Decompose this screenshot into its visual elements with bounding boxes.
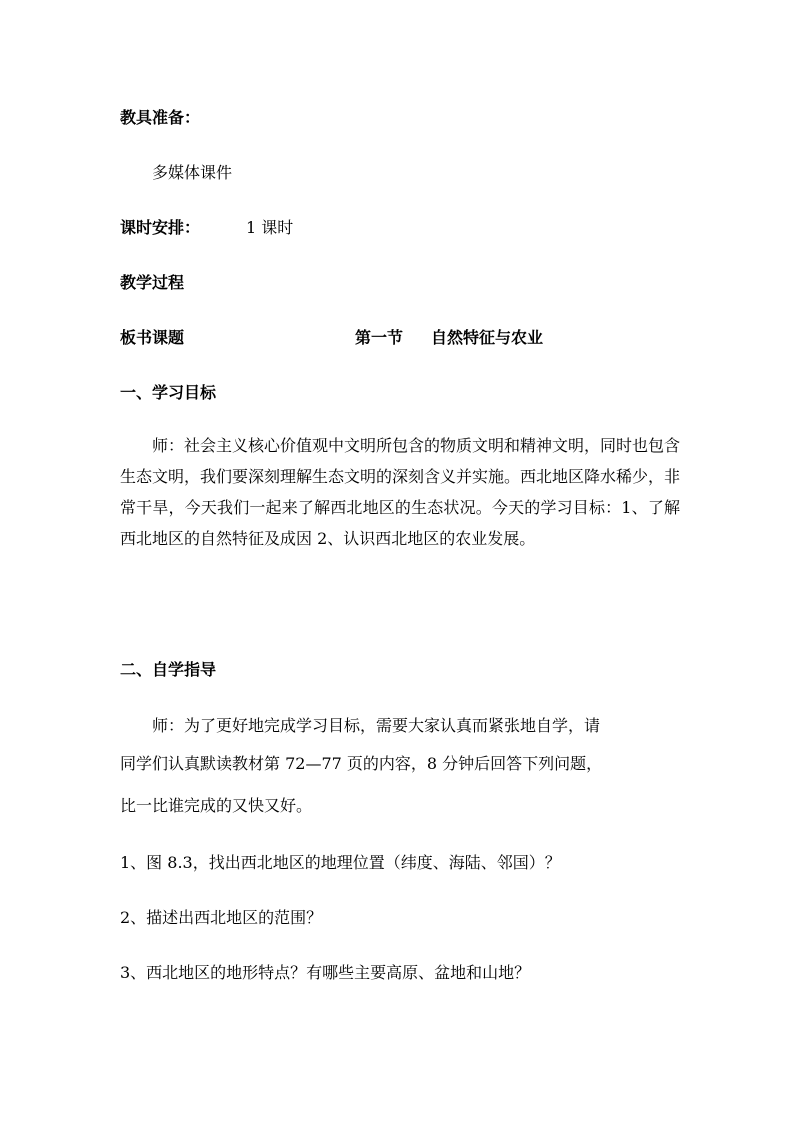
board-label: 板书课题 [120,328,185,347]
section2-paragraph-line-2: 同学们认真默读教材第 72—77 页的内容，8 分钟后回答下列问题， [120,754,603,773]
question-3: 3、西北地区的地形特点？有哪些主要高原、盆地和山地？ [120,963,531,982]
question-2: 2、描述出西北地区的范围？ [120,908,323,927]
schedule-row [120,217,293,239]
schedule-value: 1 课时 [246,218,294,237]
board-title: 自然特征与农业 [431,328,544,347]
question-1: 1、图 8.3，找出西北地区的地理位置（纬度、海陆、邻国）？ [120,853,561,872]
section2-paragraph-line-3: 比一比谁完成的又快又好。 [120,796,313,815]
process-heading: 教学过程 [120,273,185,292]
section2-paragraph-line-1: 师：为了更好地完成学习目标，需要大家认真而紧张地自学，请 [152,716,601,735]
section1-paragraph: 师：社会主义核心价值观中文明所包含的物质文明和精神文明，同时也包含生态文明，我们要深刻理解生态文明的深刻含义并实施。西北地区降水稀少，非常干旱，今天我们一起来了解西北地区的生态状况。今天的学习目标：1、了解西北地区的自然特征及成因 2、认识西北地区的农业发展。 [120,436,681,548]
schedule-label: 课时安排： [120,218,201,237]
section1-heading: 一、学习目标 [120,383,217,402]
section2-heading: 二、自学指导 [120,660,217,679]
materials-heading: 教具准备： [120,108,201,127]
materials-item: 多媒体课件 [152,163,233,182]
board-section: 第一节 [355,328,404,347]
